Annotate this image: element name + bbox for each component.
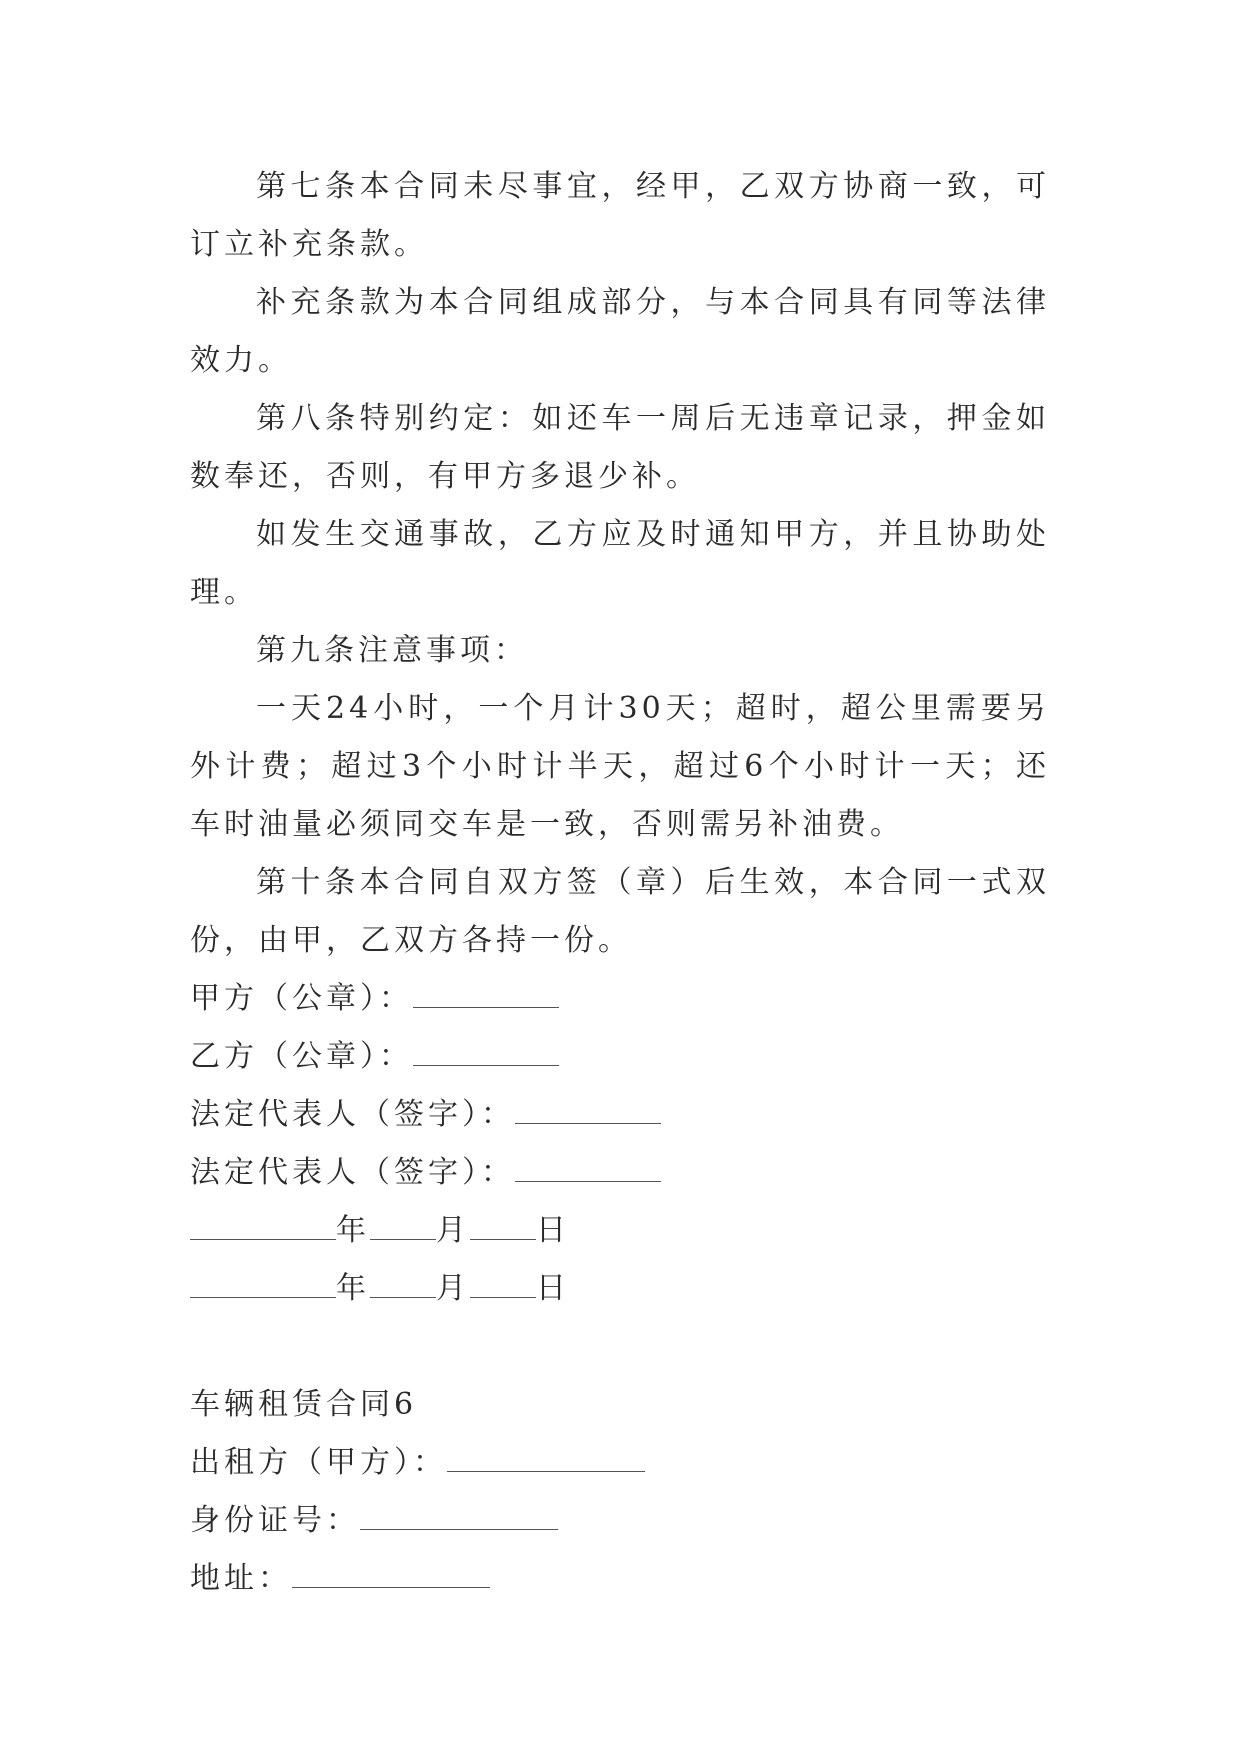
article-7-paragraph: 第七条本合同未尽事宜，经甲，乙双方协商一致，可订立补充条款。 (190, 169, 1050, 262)
article-9-title: 第九条注意事项： (256, 633, 528, 668)
date-2-month-blank (370, 1267, 436, 1298)
date-2-year-blank (190, 1267, 336, 1298)
date-1-day-label: 日 (536, 1213, 570, 1248)
date-1-day-blank (470, 1209, 536, 1240)
party-b-seal-label: 乙方（公章）： (190, 1039, 413, 1074)
date-line-2 (190, 1260, 1050, 1318)
party-a-seal-label: 甲方（公章）： (190, 981, 413, 1016)
legal-rep-2-line (190, 1144, 1050, 1202)
section-spacer (190, 1318, 1050, 1376)
article-9-body: 一天24小时，一个月计30天；超时，超公里需要另外计费；超过3个小时计半天，超过6个小时计一天；还车时油量必须同交车是一致，否则需另补油费。 (190, 691, 1050, 842)
id-number-label: 身份证号： (190, 1503, 360, 1538)
document-body (190, 158, 1050, 1608)
lessor-label: 出租方（甲方）： (190, 1445, 447, 1480)
date-2-month-label: 月 (436, 1271, 470, 1306)
article-8-accident-paragraph: 如发生交通事故，乙方应及时通知甲方，并且协助处理。 (190, 517, 1050, 610)
article-10-paragraph: 第十条本合同自双方签（章）后生效，本合同一式双份，由甲，乙双方各持一份。 (190, 865, 1050, 958)
date-1-month-label: 月 (436, 1213, 470, 1248)
legal-rep-2-blank (515, 1151, 661, 1182)
date-line-1 (190, 1202, 1050, 1260)
date-1-month-blank (370, 1209, 436, 1240)
next-contract-title: 车辆租赁合同6 (190, 1387, 418, 1422)
address-blank (292, 1557, 490, 1588)
date-2-day-blank (470, 1267, 536, 1298)
address-label: 地址： (190, 1561, 292, 1596)
legal-rep-1-blank (515, 1093, 661, 1124)
id-number-line (190, 1492, 1050, 1550)
date-1-year-label: 年 (336, 1213, 370, 1248)
party-a-seal-line (190, 970, 1050, 1028)
date-2-year-label: 年 (336, 1271, 370, 1306)
legal-rep-2-label: 法定代表人（签字）： (190, 1155, 515, 1190)
party-a-seal-blank (413, 977, 559, 1008)
date-2-day-label: 日 (536, 1271, 570, 1306)
id-number-blank (360, 1499, 558, 1530)
date-1-year-blank (190, 1209, 336, 1240)
legal-rep-1-line (190, 1086, 1050, 1144)
article-8-paragraph: 第八条特别约定：如还车一周后无违章记录，押金如数奉还，否则，有甲方多退少补。 (190, 401, 1050, 494)
address-line (190, 1550, 1050, 1608)
party-b-seal-blank (413, 1035, 559, 1066)
party-b-seal-line (190, 1028, 1050, 1086)
legal-rep-1-label: 法定代表人（签字）： (190, 1097, 515, 1132)
lessor-line (190, 1434, 1050, 1492)
article-7-supplement-paragraph: 补充条款为本合同组成部分，与本合同具有同等法律效力。 (190, 285, 1050, 378)
lessor-blank (447, 1441, 645, 1472)
